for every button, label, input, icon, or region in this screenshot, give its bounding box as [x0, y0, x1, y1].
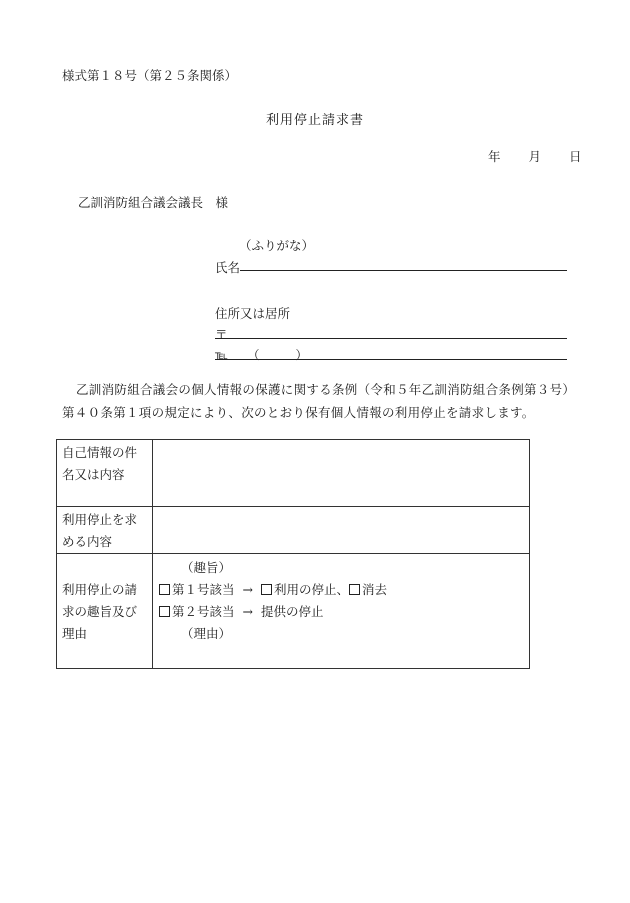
subject-content-field[interactable]	[153, 440, 530, 507]
furigana-label: （ふりがな）	[239, 238, 315, 253]
tel-area-code: （ ）	[247, 348, 308, 362]
option1-choice-b: 消去	[362, 582, 388, 597]
option1-line	[159, 579, 523, 601]
row1-label: 自己情報の件名又は内容	[57, 440, 153, 507]
gist-and-reason-cell	[153, 554, 530, 669]
option2-prefix: 第２号該当	[172, 604, 235, 619]
request-statement: 乙訓消防組合議会の個人情報の保護に関する条例（令和５年乙訓消防組合条例第３号）第４０条第１項の規定により、次のとおり保有個人情報の利用停止を請求します。	[62, 382, 569, 420]
table-row	[57, 507, 530, 554]
row3-label: 利用停止の請求の趣旨及び理由	[57, 554, 153, 669]
address-field[interactable]	[215, 338, 567, 339]
table-row	[57, 440, 530, 507]
checkbox-icon[interactable]	[349, 584, 360, 595]
requested-content-field[interactable]	[153, 507, 530, 554]
address-label: 住所又は居所	[215, 306, 291, 321]
option1-choice-a: 利用の停止、	[274, 582, 350, 597]
addressee: 乙訓消防組合議会議長 様	[78, 195, 229, 210]
gist-heading: （趣旨）	[181, 560, 232, 575]
checkbox-icon[interactable]	[159, 606, 170, 617]
postal-mark: 〒	[215, 327, 228, 342]
arrow-right-icon: →	[242, 604, 253, 619]
checkbox-icon[interactable]	[261, 584, 272, 595]
option2-line	[159, 601, 523, 623]
date-day-label: 日	[568, 149, 582, 164]
document-title: 利用停止請求書	[265, 113, 364, 128]
tel-icon: ℡	[215, 348, 228, 362]
date-line	[488, 147, 581, 165]
reason-heading: （理由）	[181, 626, 232, 641]
name-label: 氏名	[215, 260, 241, 275]
option2-result: 提供の停止	[261, 604, 324, 619]
arrow-right-icon: →	[242, 582, 253, 597]
tel-row	[215, 346, 308, 363]
table-row	[57, 554, 530, 669]
form-number: 様式第１８号（第２５条関係）	[62, 68, 238, 83]
row2-label: 利用停止を求める内容	[57, 507, 153, 554]
name-field[interactable]	[240, 270, 567, 271]
request-table	[56, 439, 530, 669]
date-month-label: 月	[528, 149, 541, 164]
checkbox-icon[interactable]	[159, 584, 170, 595]
date-year-label: 年	[488, 149, 501, 164]
option1-prefix: 第１号該当	[172, 582, 235, 597]
tel-field[interactable]	[215, 359, 567, 360]
